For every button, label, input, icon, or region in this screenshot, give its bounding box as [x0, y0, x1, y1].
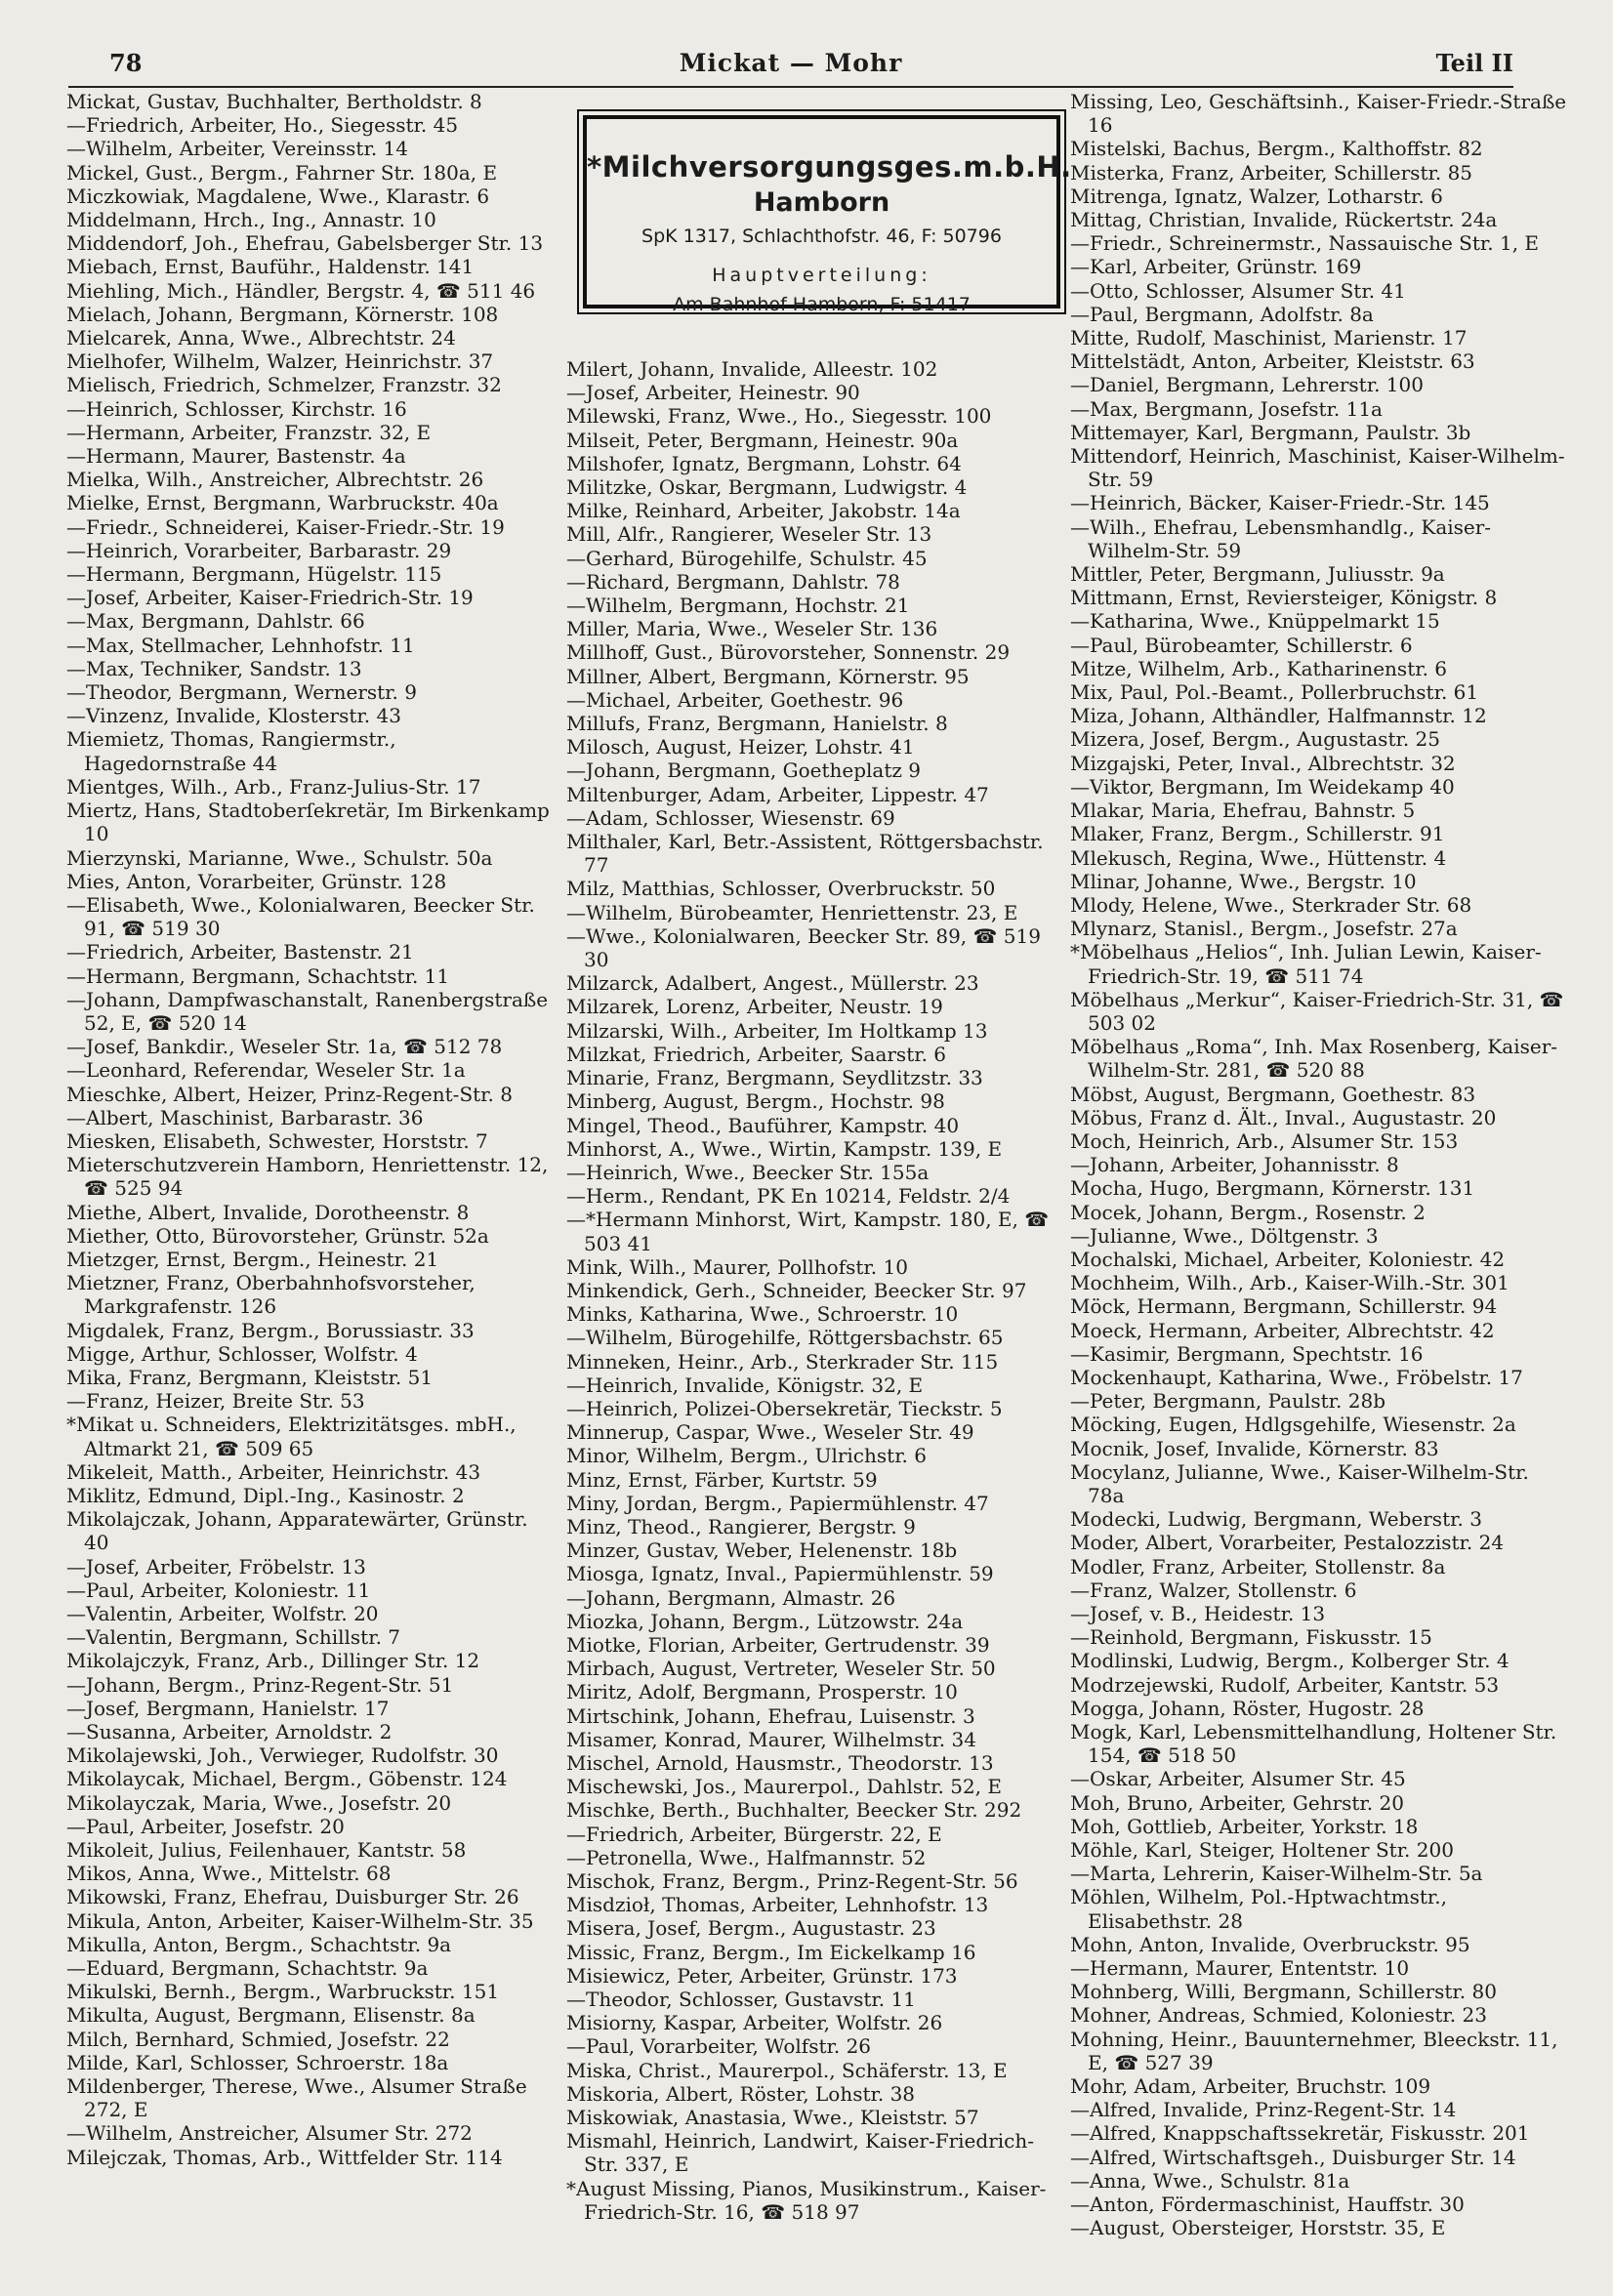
- directory-entry: Misera, Josef, Bergm., Augustastr. 23: [566, 1916, 936, 1941]
- directory-entry: —Susanna, Arbeiter, Arnoldstr. 2: [66, 1720, 393, 1744]
- directory-entry: Mocnik, Josef, Invalide, Körnerstr. 83: [1070, 1436, 1439, 1460]
- directory-entry: Miczkowiak, Magdalene, Wwe., Klarastr. 6: [66, 184, 490, 208]
- directory-entry: —Oskar, Arbeiter, Alsumer Str. 45: [1070, 1767, 1406, 1791]
- directory-entry: Mikos, Anna, Wwe., Mittelstr. 68: [66, 1862, 392, 1886]
- directory-entry: Mocylanz, Julianne, Wwe., Kaiser-Wilhelm-Str. 78a: [1070, 1459, 1529, 1507]
- directory-entry: —Hermann, Maurer, Ententstr. 10: [1070, 1956, 1410, 1981]
- directory-column-2: [566, 357, 1059, 2224]
- directory-entry: Möcking, Eugen, Hdlgsgehilfe, Wiesenstr. 2a: [1070, 1413, 1516, 1437]
- directory-entry: Millhoff, Gust., Bürovorsteher, Sonnenstr. 29: [566, 640, 1011, 665]
- directory-entry: Miosga, Ignatz, Inval., Papiermühlenstr. 59: [566, 1562, 994, 1586]
- directory-entry: Minzer, Gustav, Weber, Helenenstr. 18b: [566, 1538, 958, 1563]
- directory-entry: —Josef, Bankdir., Weseler Str. 1a, ☎ 512 78: [66, 1035, 503, 1059]
- directory-entry: Mockenhaupt, Katharina, Wwe., Fröbelstr. 17: [1070, 1365, 1523, 1389]
- directory-entry: Minor, Wilhelm, Bergm., Ulrichstr. 6: [566, 1444, 927, 1468]
- directory-entry: Mlinar, Johanne, Wwe., Bergstr. 10: [1070, 869, 1417, 893]
- directory-entry: —August, Obersteiger, Horststr. 35, E: [1070, 2216, 1446, 2240]
- directory-entry: Mohnberg, Willi, Bergmann, Schillerstr. 80: [1070, 1980, 1497, 2004]
- directory-entry: Milzkat, Friedrich, Arbeiter, Saarstr. 6: [566, 1042, 947, 1066]
- directory-entry: Miskoria, Albert, Röster, Lohstr. 38: [566, 2081, 916, 2106]
- directory-entry: Minkendick, Gerh., Schneider, Beecker Str. 97: [566, 1278, 1027, 1302]
- directory-entry: —Johann, Arbeiter, Johannisstr. 8: [1070, 1153, 1399, 1177]
- directory-entry: Mix, Paul, Pol.-Beamt., Pollerbruchstr. 61: [1070, 680, 1479, 705]
- directory-entry: Miehling, Mich., Händler, Bergstr. 4, ☎ 511 46: [66, 278, 536, 303]
- directory-entry: Milzarck, Adalbert, Angest., Müllerstr. 23: [566, 971, 979, 996]
- directory-entry: Militzke, Oskar, Bergmann, Ludwigstr. 4: [566, 475, 968, 500]
- directory-column-3: [1070, 90, 1568, 2239]
- directory-entry: Migdalek, Franz, Bergm., Borussiastr. 33: [66, 1318, 475, 1342]
- directory-entry: —*Hermann Minhorst, Wirt, Kampstr. 180, E, ☎ 503 41: [566, 1208, 1050, 1255]
- directory-entry: —Heinrich, Schlosser, Kirchstr. 16: [66, 396, 407, 421]
- running-title: Mickat — Mohr: [679, 49, 903, 77]
- directory-entry: —Valentin, Bergmann, Schillstr. 7: [66, 1625, 401, 1650]
- directory-entry: Misterka, Franz, Arbeiter, Schillerstr. 85: [1070, 160, 1473, 184]
- directory-entry: —Heinrich, Invalide, Königstr. 32, E: [566, 1373, 924, 1397]
- directory-entry: —Karl, Arbeiter, Grünstr. 169: [1070, 255, 1362, 279]
- page-header: [68, 47, 1513, 88]
- directory-entry: —Vinzenz, Invalide, Klosterstr. 43: [66, 704, 401, 728]
- directory-entry: Mielhofer, Wilhelm, Walzer, Heinrichstr. 37: [66, 349, 494, 374]
- directory-entry: Miny, Jordan, Bergm., Papiermühlenstr. 47: [566, 1491, 989, 1515]
- directory-entry: —Petronella, Wwe., Halfmannstr. 52: [566, 1845, 927, 1869]
- directory-entry: —Otto, Schlosser, Alsumer Str. 41: [1070, 278, 1406, 303]
- directory-entry: Miritz, Adolf, Bergmann, Prosperstr. 10: [566, 1680, 958, 1704]
- directory-entry: Milke, Reinhard, Arbeiter, Jakobstr. 14a: [566, 499, 961, 523]
- directory-entry: Misamer, Konrad, Maurer, Wilhelmstr. 34: [566, 1727, 976, 1751]
- ad-address: Am Bahnhof Hamborn, F: 51417: [673, 294, 971, 315]
- directory-entry: Miskowiak, Anastasia, Wwe., Kleiststr. 57: [566, 2106, 979, 2130]
- directory-entry: Mismahl, Heinrich, Landwirt, Kaiser-Friedrich-Str. 337, E: [566, 2129, 1034, 2177]
- directory-entry: —Paul, Bürobeamter, Schillerstr. 6: [1070, 633, 1413, 657]
- directory-entry: Mischok, Franz, Bergm., Prinz-Regent-Str. 56: [566, 1869, 1018, 1893]
- directory-entry: —Friedr., Schreinermstr., Nassauische Str. 1, E: [1070, 231, 1540, 256]
- directory-entry: Mlynarz, Stanisl., Bergm., Josefstr. 27a: [1070, 917, 1458, 941]
- directory-entry: Mickat, Gustav, Buchhalter, Bertholdstr. 8: [66, 90, 482, 113]
- directory-entry: Mischel, Arnold, Hausmstr., Theodorstr. 13: [566, 1750, 994, 1775]
- directory-entry: Mizera, Josef, Bergm., Augustastr. 25: [1070, 727, 1441, 752]
- directory-entry: Middelmann, Hrch., Ing., Annastr. 10: [66, 208, 436, 232]
- directory-entry: Mink, Wilh., Maurer, Pollhofstr. 10: [566, 1254, 908, 1279]
- directory-entry: Missic, Franz, Bergm., Im Eickelkamp 16: [566, 1940, 976, 1964]
- directory-entry: —Reinhold, Bergmann, Fiskusstr. 15: [1070, 1625, 1432, 1650]
- directory-entry: —Wilhelm, Bergmann, Hochstr. 21: [566, 594, 910, 618]
- directory-entry: Möbelhaus „Roma“, Inh. Max Rosenberg, Kaiser-Wilhelm-Str. 281, ☎ 520 88: [1070, 1035, 1558, 1083]
- directory-entry: Mikulla, Anton, Bergm., Schachtstr. 9a: [66, 1932, 452, 1956]
- directory-entry: Mocek, Johann, Bergm., Rosenstr. 2: [1070, 1200, 1426, 1224]
- directory-entry: —Josef, Arbeiter, Kaiser-Friedrich-Str. 19: [66, 586, 474, 610]
- directory-entry: —Hermann, Arbeiter, Franzstr. 32, E: [66, 420, 432, 444]
- directory-entry: Mischke, Berth., Buchhalter, Beecker Str. 292: [566, 1798, 1022, 1823]
- directory-entry: Mitze, Wilhelm, Arb., Katharinenstr. 6: [1070, 656, 1448, 680]
- directory-column-1: [66, 90, 555, 2169]
- directory-entry: —Friedrich, Arbeiter, Bürgerstr. 22, E: [566, 1822, 942, 1846]
- directory-entry: —Wwe., Kolonialwaren, Beecker Str. 89, ☎ 519 30: [566, 923, 1041, 972]
- directory-entry: Möbelhaus „Merkur“, Kaiser-Friedrich-Str. 31, ☎ 503 02: [1070, 987, 1564, 1035]
- directory-entry: Miklitz, Edmund, Dipl.-Ing., Kasinostr. 2: [66, 1483, 465, 1507]
- directory-entry: Mieschke, Albert, Heizer, Prinz-Regent-Str. 8: [66, 1082, 513, 1106]
- directory-entry: Mittemayer, Karl, Bergmann, Paulstr. 3b: [1070, 420, 1471, 444]
- directory-entry: Mildenberger, Therese, Wwe., Alsumer Straße 272, E: [66, 2074, 527, 2122]
- directory-entry: Mittler, Peter, Bergmann, Juliusstr. 9a: [1070, 562, 1445, 587]
- directory-entry: —Josef, v. B., Heidestr. 13: [1070, 1602, 1326, 1625]
- directory-entry: —Richard, Bergmann, Dahlstr. 78: [566, 569, 900, 594]
- directory-entry: —Eduard, Bergmann, Schachtstr. 9a: [66, 1956, 429, 1981]
- directory-entry: Mlaker, Franz, Bergm., Schillerstr. 91: [1070, 822, 1445, 846]
- directory-entry: Moder, Albert, Vorarbeiter, Pestalozzistr. 24: [1070, 1531, 1505, 1555]
- directory-entry: Miozka, Johann, Bergm., Lützowstr. 24a: [566, 1609, 964, 1633]
- directory-entry: —Paul, Arbeiter, Koloniestr. 11: [66, 1578, 371, 1602]
- directory-entry: Miebach, Ernst, Bauführ., Haldenstr. 141: [66, 255, 475, 279]
- directory-entry: Mikulta, August, Bergmann, Elisenstr. 8a: [66, 2003, 476, 2028]
- directory-entry: Milseit, Peter, Bergmann, Heinestr. 90a: [566, 428, 959, 452]
- directory-entry: —Wilhelm, Arbeiter, Vereinsstr. 14: [66, 137, 408, 161]
- directory-entry: Mochheim, Wilh., Arb., Kaiser-Wilh.-Str. 301: [1070, 1271, 1510, 1295]
- directory-entry: *Mikat u. Schneiders, Elektrizitätsges. mbH., Altmarkt 21, ☎ 509 65: [66, 1413, 517, 1460]
- directory-entry: Miska, Christ., Maurerpol., Schäferstr. 13, E: [566, 2058, 1008, 2082]
- directory-entry: —Max, Techniker, Sandstr. 13: [66, 656, 362, 680]
- directory-entry: —Friedr., Schneiderei, Kaiser-Friedr.-Str. 19: [66, 514, 505, 539]
- directory-entry: —Theodor, Schlosser, Gustavstr. 11: [566, 1988, 916, 2012]
- directory-entry: Mlekusch, Regina, Wwe., Hüttenstr. 4: [1070, 845, 1447, 870]
- directory-entry: Mielka, Wilh., Anstreicher, Albrechtstr. 26: [66, 468, 484, 492]
- directory-entry: —Johann, Bergm., Prinz-Regent-Str. 51: [66, 1672, 454, 1697]
- directory-entry: Misiorny, Kaspar, Arbeiter, Wolfstr. 26: [566, 2011, 943, 2035]
- directory-entry: Missing, Leo, Geschäftsinh., Kaiser-Friedr.-Straße 16: [1070, 90, 1567, 138]
- directory-entry: Mietzner, Franz, Oberbahnhofsvorsteher, Markgrafenstr. 126: [66, 1271, 476, 1319]
- directory-entry: Mikolajczak, Johann, Apparatewärter, Grünstr. 40: [66, 1507, 528, 1555]
- directory-entry: Mohning, Heinr., Bauunternehmer, Bleeckstr. 11, E, ☎ 527 39: [1070, 2027, 1558, 2074]
- directory-entry: Mistelski, Bachus, Bergm., Kalthoffstr. 82: [1070, 137, 1483, 161]
- directory-entry: Misiewicz, Peter, Arbeiter, Grünstr. 173: [566, 1963, 958, 1988]
- directory-entry: Mikulski, Bernh., Bergm., Warbruckstr. 151: [66, 1980, 500, 2004]
- ad-title: *Milchversorgungsges.m.b.H.: [587, 150, 1072, 184]
- directory-entry: Mocha, Hugo, Bergmann, Körnerstr. 131: [1070, 1176, 1475, 1201]
- directory-entry: Mohr, Adam, Arbeiter, Bruchstr. 109: [1070, 2074, 1431, 2099]
- ad-contact: SpK 1317, Schlachthofstr. 46, F: 50796: [641, 226, 1002, 247]
- directory-entry: Mlakar, Maria, Ehefrau, Bahnstr. 5: [1070, 799, 1416, 823]
- directory-entry: Milz, Matthias, Schlosser, Overbruckstr. 50: [566, 877, 996, 901]
- directory-entry: Milejczak, Thomas, Arb., Wittfelder Str. 114: [66, 2145, 503, 2169]
- directory-entry: Miemietz, Thomas, Rangiermstr., Hagedornstraße 44: [66, 727, 396, 775]
- directory-entry: Mlody, Helene, Wwe., Sterkrader Str. 68: [1070, 892, 1472, 917]
- directory-entry: —Alfred, Knappschaftssekretär, Fiskusstr. 201: [1070, 2121, 1530, 2146]
- directory-entry: Modrzejewski, Rudolf, Arbeiter, Kantstr. 53: [1070, 1672, 1500, 1697]
- directory-entry: —Albert, Maschinist, Barbarastr. 36: [66, 1105, 424, 1129]
- directory-entry: Milde, Karl, Schlosser, Schroerstr. 18a: [66, 2050, 449, 2074]
- directory-entry: Miza, Johann, Althändler, Halfmannstr. 12: [1070, 704, 1487, 728]
- directory-entry: Mickel, Gust., Bergm., Fahrner Str. 180a, E: [66, 160, 498, 184]
- directory-entry: —Josef, Bergmann, Hanielstr. 17: [66, 1696, 390, 1720]
- directory-entry: Mirtschink, Johann, Ehefrau, Luisenstr. 3: [566, 1703, 975, 1728]
- directory-entry: Miethe, Albert, Invalide, Dorotheenstr. 8: [66, 1200, 470, 1224]
- directory-entry: Minberg, August, Bergm., Hochstr. 98: [566, 1089, 945, 1114]
- directory-entry: Mielke, Ernst, Bergmann, Warbruckstr. 40a: [66, 491, 499, 515]
- directory-entry: —Max, Stellmacher, Lehnhofstr. 11: [66, 633, 415, 657]
- directory-entry: Mientges, Wilh., Arb., Franz-Julius-Str. 17: [66, 774, 481, 799]
- directory-entry: —Johann, Bergmann, Almastr. 26: [566, 1585, 896, 1610]
- directory-entry: Minz, Theod., Rangierer, Bergstr. 9: [566, 1514, 916, 1538]
- directory-entry: Milert, Johann, Invalide, Alleestr. 102: [566, 357, 938, 381]
- directory-entry: —Elisabeth, Wwe., Kolonialwaren, Beecker Str. 91, ☎ 519 30: [66, 892, 535, 941]
- directory-entry: Mielach, Johann, Bergmann, Körnerstr. 108: [66, 302, 499, 326]
- directory-entry: Möbus, Franz d. Ält., Inval., Augustastr. 20: [1070, 1105, 1497, 1129]
- directory-entry: Mikolajewski, Joh., Verwieger, Rudolfstr. 30: [66, 1743, 499, 1768]
- directory-entry: —Daniel, Bergmann, Lehrerstr. 100: [1070, 373, 1424, 397]
- directory-entry: —Hermann, Bergmann, Hügelstr. 115: [66, 562, 442, 587]
- directory-entry: Mirbach, August, Vertreter, Weseler Str. 50: [566, 1657, 996, 1681]
- directory-entry: —Alfred, Invalide, Prinz-Regent-Str. 14: [1070, 2098, 1457, 2122]
- directory-entry: Mikeleit, Matth., Arbeiter, Heinrichstr. 43: [66, 1459, 481, 1484]
- directory-entry: Mika, Franz, Bergmann, Kleiststr. 51: [66, 1365, 434, 1389]
- directory-entry: —Max, Bergmann, Dahlstr. 66: [66, 609, 365, 634]
- part-label: Teil II: [1435, 49, 1513, 77]
- directory-entry: Milewski, Franz, Wwe., Ho., Siegesstr. 100: [566, 404, 992, 429]
- directory-entry: —Adam, Schlosser, Wiesenstr. 69: [566, 805, 895, 830]
- directory-entry: Mies, Anton, Vorarbeiter, Grünstr. 128: [66, 869, 447, 893]
- directory-entry: Mohner, Andreas, Schmied, Koloniestr. 23: [1070, 2003, 1487, 2028]
- directory-entry: Minnerup, Caspar, Wwe., Weseler Str. 49: [566, 1420, 974, 1445]
- directory-entry: —Johann, Dampfwaschanstalt, Ranenbergstraße 52, E, ☎ 520 14: [66, 987, 549, 1035]
- directory-entry: —Alfred, Wirtschaftsgeh., Duisburger Str. 14: [1070, 2145, 1516, 2169]
- directory-entry: Miertz, Hans, Stadtoberſekretär, Im Birkenkamp 10: [66, 799, 550, 846]
- directory-entry: —Hermann, Bergmann, Schachtstr. 11: [66, 964, 450, 988]
- directory-entry: Moh, Bruno, Arbeiter, Gehrstr. 20: [1070, 1790, 1404, 1815]
- directory-entry: Mieterschutzverein Hamborn, Henriettenstr. 12, ☎ 525 94: [66, 1153, 549, 1201]
- directory-entry: —Hermann, Maurer, Bastenstr. 4a: [66, 444, 406, 469]
- directory-entry: —Leonhard, Referendar, Weseler Str. 1a: [66, 1058, 466, 1083]
- directory-entry: Mill, Alfr., Rangierer, Weseler Str. 13: [566, 522, 932, 547]
- directory-entry: —Johann, Bergmann, Goetheplatz 9: [566, 758, 921, 783]
- ad-subtitle: Hamborn: [753, 187, 890, 218]
- directory-entry: Milosch, August, Heizer, Lohstr. 41: [566, 735, 915, 759]
- directory-entry: —Franz, Walzer, Stollenstr. 6: [1070, 1578, 1357, 1602]
- directory-entry: Minarie, Franz, Bergmann, Seydlitzstr. 33: [566, 1066, 983, 1090]
- directory-entry: —Anton, Fördermaschinist, Hauffstr. 30: [1070, 2193, 1465, 2217]
- directory-entry: Mizgajski, Peter, Inval., Albrechtstr. 32: [1070, 751, 1456, 775]
- directory-entry: Milthaler, Karl, Betr.-Assistent, Röttgersbachstr. 77: [566, 830, 1044, 878]
- directory-entry: Mischewski, Jos., Maurerpol., Dahlstr. 52, E: [566, 1775, 1002, 1799]
- directory-entry: —Heinrich, Polizei-Obersekretär, Tieckstr. 5: [566, 1396, 1003, 1420]
- directory-entry: Mietzger, Ernst, Bergm., Heinestr. 21: [66, 1247, 439, 1271]
- directory-entry: —Heinrich, Wwe., Beecker Str. 155a: [566, 1160, 930, 1184]
- directory-entry: Mikoleit, Julius, Feilenhauer, Kantstr. 58: [66, 1838, 467, 1863]
- directory-entry: —Peter, Bergmann, Paulstr. 28b: [1070, 1389, 1386, 1414]
- directory-entry: Milshofer, Ignatz, Bergmann, Lohstr. 64: [566, 451, 962, 475]
- directory-entry: Mikowski, Franz, Ehefrau, Duisburger Str. 26: [66, 1885, 519, 1909]
- directory-entry: —Marta, Lehrerin, Kaiser-Wilhelm-Str. 5a: [1070, 1862, 1483, 1886]
- directory-entry: Millner, Albert, Bergmann, Körnerstr. 95: [566, 664, 970, 688]
- directory-entry: Modecki, Ludwig, Bergmann, Weberstr. 3: [1070, 1507, 1482, 1532]
- directory-entry: —Friedrich, Arbeiter, Bastenstr. 21: [66, 940, 414, 964]
- directory-entry: Möhlen, Wilhelm, Pol.-Hptwachtmstr., Elisabethstr. 28: [1070, 1885, 1448, 1933]
- directory-entry: Mittendorf, Heinrich, Maschinist, Kaiser-Wilhelm-Str. 59: [1070, 444, 1565, 492]
- directory-entry: —Friedrich, Arbeiter, Ho., Siegesstr. 45: [66, 113, 459, 138]
- directory-entry: Miether, Otto, Bürovorsteher, Grünstr. 52a: [66, 1223, 489, 1248]
- directory-entry: Miller, Maria, Wwe., Weseler Str. 136: [566, 617, 938, 641]
- directory-entry: Millufs, Franz, Bergmann, Hanielstr. 8: [566, 712, 948, 736]
- directory-entry: —Josef, Arbeiter, Fröbelstr. 13: [66, 1554, 366, 1578]
- directory-entry: —Valentin, Arbeiter, Wolfstr. 20: [66, 1602, 379, 1625]
- directory-entry: Modlinski, Ludwig, Bergm., Kolberger Str. 4: [1070, 1649, 1510, 1673]
- directory-entry: Möbst, August, Bergmann, Goethestr. 83: [1070, 1082, 1476, 1106]
- directory-entry: *August Missing, Pianos, Musikinstrum., Kaiser-Friedrich-Str. 16, ☎ 518 97: [566, 2176, 1047, 2224]
- directory-entry: Möhle, Karl, Steiger, Holtener Str. 200: [1070, 1838, 1454, 1863]
- directory-entry: Mikula, Anton, Arbeiter, Kaiser-Wilhelm-Str. 35: [66, 1908, 534, 1933]
- directory-entry: Moh, Gottlieb, Arbeiter, Yorkstr. 18: [1070, 1814, 1419, 1838]
- ad-department: Hauptverteilung:: [712, 265, 931, 286]
- directory-entry: Minks, Katharina, Wwe., Schroerstr. 10: [566, 1302, 959, 1327]
- directory-entry: Misdzioł, Thomas, Arbeiter, Lehnhofstr. 13: [566, 1893, 989, 1917]
- directory-entry: Miesken, Elisabeth, Schwester, Horststr. 7: [66, 1128, 488, 1153]
- directory-entry: Mielisch, Friedrich, Schmelzer, Franzstr. 32: [66, 373, 502, 397]
- directory-entry: Mielcarek, Anna, Wwe., Albrechtstr. 24: [66, 326, 456, 350]
- directory-entry: Milzarek, Lorenz, Arbeiter, Neustr. 19: [566, 995, 943, 1019]
- directory-entry: —Kasimir, Bergmann, Spechtstr. 16: [1070, 1341, 1424, 1366]
- directory-entry: —Julianne, Wwe., Döltgenstr. 3: [1070, 1223, 1379, 1248]
- directory-entry: —Gerhard, Bürogehilfe, Schulstr. 45: [566, 546, 928, 570]
- directory-entry: —Viktor, Bergmann, Im Weidekamp 40: [1070, 774, 1455, 799]
- directory-entry: Mikolayczak, Maria, Wwe., Josefstr. 20: [66, 1790, 452, 1815]
- page-number: 78: [109, 49, 143, 77]
- directory-entry: Mogk, Karl, Lebensmittelhandlung, Holtener Str. 154, ☎ 518 50: [1070, 1720, 1557, 1768]
- directory-entry: —Katharina, Wwe., Knüppelmarkt 15: [1070, 609, 1440, 634]
- directory-entry: —Paul, Vorarbeiter, Wolfstr. 26: [566, 2034, 872, 2059]
- directory-entry: Minneken, Heinr., Arb., Sterkrader Str. 115: [566, 1349, 999, 1374]
- directory-entry: —Wilhelm, Anstreicher, Alsumer Str. 272: [66, 2121, 473, 2146]
- directory-entry: —Wilhelm, Bürogehilfe, Röttgersbachstr. 65: [566, 1326, 1004, 1350]
- directory-entry: Milch, Bernhard, Schmied, Josefstr. 22: [66, 2027, 450, 2051]
- directory-entry: —Paul, Bergmann, Adolfstr. 8a: [1070, 302, 1374, 326]
- directory-entry: —Michael, Arbeiter, Goethestr. 96: [566, 687, 904, 712]
- directory-entry: Mikolaycak, Michael, Bergm., Göbenstr. 124: [66, 1767, 508, 1791]
- directory-entry: —Wilhelm, Bürobeamter, Henriettenstr. 23, E: [566, 900, 1018, 924]
- directory-entry: —Heinrich, Vorarbeiter, Barbarastr. 29: [66, 538, 452, 562]
- directory-entry: *Möbelhaus „Helios“, Inh. Julian Lewin, Kaiser-Friedrich-Str. 19, ☎ 511 74: [1070, 940, 1542, 988]
- directory-entry: Moch, Heinrich, Arb., Alsumer Str. 153: [1070, 1128, 1459, 1153]
- directory-entry: Mogga, Johann, Röster, Hugostr. 28: [1070, 1696, 1425, 1720]
- directory-entry: Mohn, Anton, Invalide, Overbruckstr. 95: [1070, 1932, 1470, 1956]
- directory-entry: Mierzynski, Marianne, Wwe., Schulstr. 50a: [66, 845, 493, 870]
- directory-entry: Mochalski, Michael, Arbeiter, Koloniestr. 42: [1070, 1247, 1506, 1271]
- directory-entry: —Anna, Wwe., Schulstr. 81a: [1070, 2168, 1350, 2193]
- directory-entry: Milzarski, Wilh., Arbeiter, Im Holtkamp 13: [566, 1018, 988, 1043]
- directory-entry: Moeck, Hermann, Arbeiter, Albrechtstr. 42: [1070, 1318, 1495, 1342]
- directory-entry: Middendorf, Joh., Ehefrau, Gabelsberger Str. 13: [66, 231, 544, 256]
- directory-entry: Modler, Franz, Arbeiter, Stollenstr. 8a: [1070, 1554, 1446, 1578]
- advertisement-box: [583, 115, 1072, 315]
- directory-entry: —Josef, Arbeiter, Heinestr. 90: [566, 381, 860, 405]
- directory-entry: Miltenburger, Adam, Arbeiter, Lippestr. 47: [566, 782, 989, 806]
- directory-entry: Miotke, Florian, Arbeiter, Gertrudenstr. 39: [566, 1632, 990, 1657]
- directory-entry: Migge, Arthur, Schlosser, Wolfstr. 4: [66, 1341, 418, 1366]
- directory-entry: Möck, Hermann, Bergmann, Schillerstr. 94: [1070, 1294, 1498, 1319]
- directory-entry: —Wilh., Ehefrau, Lebensmhandlg., Kaiser-Wilhelm-Str. 59: [1070, 514, 1492, 562]
- directory-entry: —Paul, Arbeiter, Josefstr. 20: [66, 1814, 345, 1838]
- directory-entry: Mingel, Theod., Bauführer, Kampstr. 40: [566, 1113, 960, 1137]
- directory-entry: Mitrenga, Ignatz, Walzer, Lotharstr. 6: [1070, 184, 1443, 208]
- directory-entry: —Heinrich, Bäcker, Kaiser-Friedr.-Str. 145: [1070, 491, 1490, 515]
- directory-entry: Mittelstädt, Anton, Arbeiter, Kleiststr. 63: [1070, 349, 1475, 374]
- directory-entry: Mittmann, Ernst, Reviersteiger, Königstr. 8: [1070, 586, 1498, 610]
- directory-entry: Mitte, Rudolf, Maschinist, Marienstr. 17: [1070, 326, 1468, 350]
- directory-entry: Mittag, Christian, Invalide, Rückertstr. 24a: [1070, 208, 1498, 232]
- directory-entry: Minz, Ernst, Färber, Kurtstr. 59: [566, 1467, 878, 1492]
- directory-entry: Minhorst, A., Wwe., Wirtin, Kampstr. 139, E: [566, 1136, 1003, 1161]
- directory-entry: —Max, Bergmann, Josefstr. 11a: [1070, 396, 1383, 421]
- directory-entry: —Theodor, Bergmann, Wernerstr. 9: [66, 680, 417, 705]
- directory-entry: Mikolajczyk, Franz, Arb., Dillinger Str. 12: [66, 1649, 480, 1673]
- directory-entry: —Franz, Heizer, Breite Str. 53: [66, 1389, 365, 1414]
- directory-entry: —Herm., Rendant, PK En 10214, Feldstr. 2/4: [566, 1184, 1011, 1209]
